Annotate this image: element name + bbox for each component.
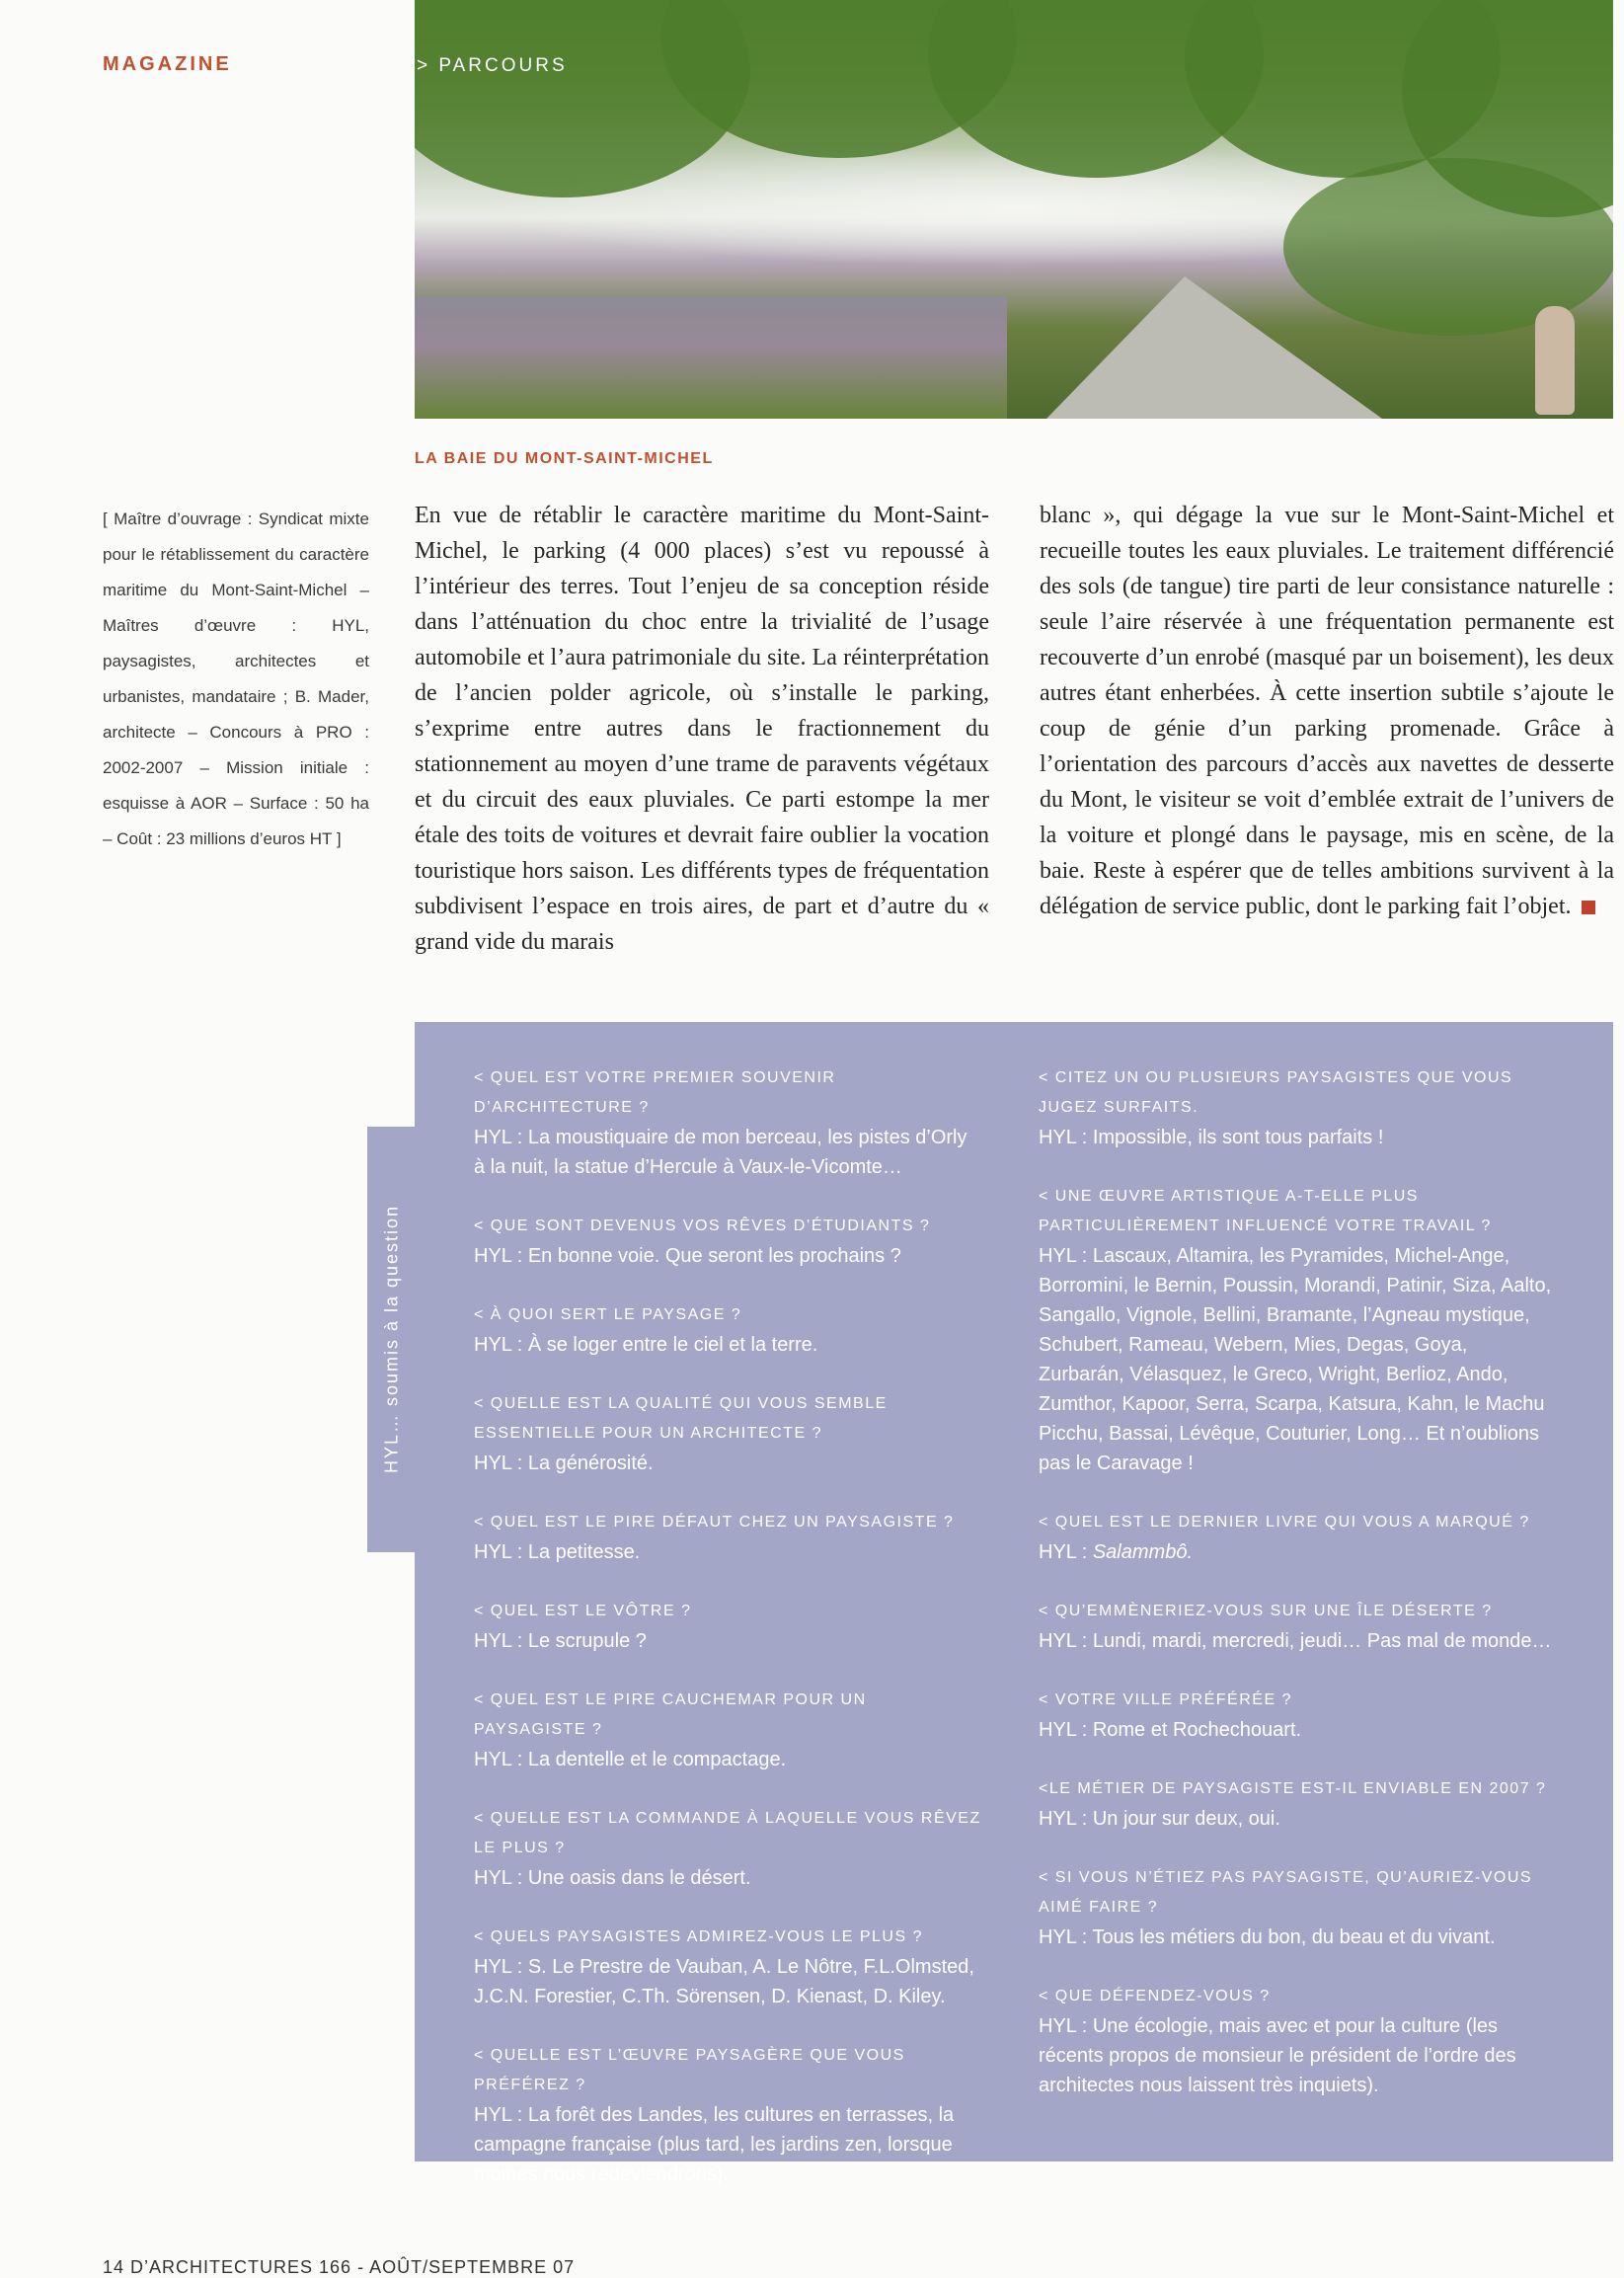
answer <box>1039 1537 1552 1567</box>
interview-tab-label: HYL… soumis à la question <box>381 1204 402 1474</box>
answer: HYL : Lundi, mardi, mercredi, jeudi… Pas mal de monde… <box>1039 1630 1552 1652</box>
answer: HYL : La générosité. <box>474 1453 654 1474</box>
qa-item <box>474 1686 983 1774</box>
question: < QUELS PAYSAGISTES ADMIREZ-VOUS LE PLUS ? <box>474 1928 923 1945</box>
answer: HYL : La petitesse. <box>474 1541 641 1563</box>
answer: HYL : Impossible, ils sont tous parfaits ! <box>1039 1127 1384 1148</box>
answer: HYL : En bonne voie. Que seront les prochains ? <box>474 1245 901 1267</box>
answer: HYL : La dentelle et le compactage. <box>474 1749 787 1770</box>
book-title: Salammbô. <box>1092 1541 1193 1563</box>
answer: HYL : Le scrupule ? <box>474 1630 647 1652</box>
qa-item <box>1039 1863 1552 1952</box>
question: <LE MÉTIER DE PAYSAGISTE EST-IL ENVIABLE EN 2007 ? <box>1039 1780 1547 1797</box>
qa-column-right <box>1039 1063 1552 2130</box>
qa-column-left <box>474 1063 983 2219</box>
question: < À QUOI SERT LE PAYSAGE ? <box>474 1306 742 1323</box>
photo-caption: LA BAIE DU MONT-SAINT-MICHEL <box>415 450 714 467</box>
answer: HYL : Lascaux, Altamira, les Pyramides, Michel-Ange, Borromini, le Bernin, Poussin, Morandi, Patinir, Siza, Aalto, Sangallo, Vignole, Bellini, Bramante, l’Agneau mystique, Schubert, Rameau, Webern, Mies, Degas, Goya, Zurbarán, Vélasquez, le Greco, Wright, Berlioz, Ando, Zumthor, Kapoor, Serra, Scarpa, Katsura, Kahn, le Machu Picchu, Bassai, Lévêque, Couturier, Long… Et n’oublions pas le Caravage ! <box>1039 1245 1552 1474</box>
answer: HYL : À se loger entre le ciel et la terre. <box>474 1334 818 1356</box>
question: < QUEL EST LE DERNIER LIVRE QUI VOUS A MARQUÉ ? <box>1039 1514 1530 1531</box>
qa-item <box>474 1389 983 1478</box>
answer: HYL : S. Le Prestre de Vauban, A. Le Nôtre, F.L.Olmsted, J.C.N. Forestier, C.Th. Sörensen, D. Kienast, D. Kiley. <box>474 1956 974 2007</box>
qa-item <box>474 1063 983 1182</box>
qa-item <box>1039 1597 1552 1656</box>
question: < QUEL EST LE VÔTRE ? <box>474 1603 692 1619</box>
qa-item <box>1039 1508 1552 1567</box>
qa-item <box>1039 1182 1552 1478</box>
qa-item <box>1039 1774 1552 1834</box>
question: < UNE ŒUVRE ARTISTIQUE A-T-ELLE PLUS PARTICULIÈREMENT INFLUENCÉ VOTRE TRAVAIL ? <box>1039 1188 1492 1234</box>
qa-item <box>474 1597 983 1656</box>
question: < QUELLE EST LA QUALITÉ QUI VOUS SEMBLE ESSENTIELLE POUR UN ARCHITECTE ? <box>474 1395 888 1442</box>
answer: HYL : Une oasis dans le désert. <box>474 1867 751 1889</box>
tree-lined-path-photo-icon <box>415 0 1613 419</box>
answer: HYL : Rome et Rochechouart. <box>1039 1719 1302 1741</box>
question: < SI VOUS N’ÉTIEZ PAS PAYSAGISTE, QU’AURIEZ-VOUS AIMÉ FAIRE ? <box>1039 1869 1533 1916</box>
article-column-2 <box>1040 498 1614 924</box>
answer-label: HYL : <box>1039 1541 1093 1563</box>
answer: HYL : La forêt des Landes, les cultures en terrasses, la campagne française (plus tard, les jardins zen, lorsque moines nous redeviendrons). <box>474 2104 955 2185</box>
question: < QUE DÉFENDEZ-VOUS ? <box>1039 1988 1271 2004</box>
question: < QUELLE EST L’ŒUVRE PAYSAGÈRE QUE VOUS PRÉFÉREZ ? <box>474 2047 905 2093</box>
qa-item <box>474 1804 983 1893</box>
section-label: MAGAZINE <box>103 53 232 75</box>
walker-figure <box>1535 306 1575 415</box>
question: < QUELLE EST LA COMMANDE À LAQUELLE VOUS RÊVEZ LE PLUS ? <box>474 1810 981 1856</box>
project-credits: [ Maître d’ouvrage : Syndicat mixte pour le rétablissement du caractère maritime du Mont-Saint-Michel – Maîtres d’œuvre : HYL, paysagistes, architectes et urbanistes, mandataire ; B. Mader, architecte – Concours à PRO : 2002-2007 – Mission initiale : esquisse à AOR – Surface : 50 ha – Coût : 23 millions d’euros HT ] <box>103 510 369 848</box>
article-column-2-text: blanc », qui dégage la vue sur le Mont-Saint-Michel et recueille toutes les eaux pluviales. Le traitement différencié des sols (de tangue) tire parti de leur consistance naturelle : seule l’aire réservée à une fréquentation permanente est recouverte d’un enrobé (masqué par un boisement), les deux autres étant enherbées. À cette insertion subtile s’ajoute le coup de génie d’un parking promenade. Grâce à l’orientation des parcours d’accès aux navettes de desserte du Mont, le visiteur se voit d’emblée extrait de l’univers de la voiture et plongé dans le paysage, mis en scène, de la baie. Reste à espérer que de telles ambitions survivent à la délégation de service public, dont le parking fait l’objet. <box>1040 503 1614 919</box>
answer: HYL : Tous les métiers du bon, du beau et du vivant. <box>1039 1926 1496 1948</box>
qa-item <box>1039 1063 1552 1152</box>
question: < QUEL EST VOTRE PREMIER SOUVENIR D’ARCHITECTURE ? <box>474 1069 836 1116</box>
answer: HYL : La moustiquaire de mon berceau, les pistes d’Orly à la nuit, la statue d’Hercule à Vaux-le-Vicomte… <box>474 1127 967 1178</box>
qa-item <box>1039 1982 1552 2100</box>
answer: HYL : Une écologie, mais avec et pour la culture (les récents propos de monsieur le président de l’ordre des architectes nous laissent très inquiets). <box>1039 2015 1516 2096</box>
qa-item <box>1039 1686 1552 1745</box>
qa-item <box>474 2041 983 2189</box>
question: < VOTRE VILLE PRÉFÉRÉE ? <box>1039 1691 1292 1708</box>
qa-item <box>474 1923 983 2011</box>
article-column-1: En vue de rétablir le caractère maritime du Mont-Saint-Michel, le parking (4 000 places) s’est vu repoussé à l’intérieur des terres. Tout l’enjeu de sa conception réside dans l’atténuation du choc entre la trivialité de l’usage automobile et l’aura patrimoniale du site. La réinterprétation de l’ancien polder agricole, où s’installe le parking, s’exprime entre autres dans le fractionnement du stationnement au moyen d’une trame de paravents végétaux et du circuit des eaux pluviales. Ce parti estompe la mer étale des toits de voitures et devrait faire oublier la vocation touristique hors saison. Les différents types de fréquentation subdivisent l’espace en trois aires, de part et d’autre du « grand vide du marais <box>415 503 989 955</box>
end-mark-icon <box>1582 901 1595 914</box>
question: < QU’EMMÈNERIEZ-VOUS SUR UNE ÎLE DÉSERTE ? <box>1039 1603 1493 1619</box>
qa-item <box>474 1508 983 1567</box>
question: < QUE SONT DEVENUS VOS RÊVES D’ÉTUDIANTS ? <box>474 1218 931 1234</box>
question: < CITEZ UN OU PLUSIEURS PAYSAGISTES QUE VOUS JUGEZ SURFAITS. <box>1039 1069 1513 1116</box>
qa-item <box>474 1212 983 1271</box>
answer: HYL : Un jour sur deux, oui. <box>1039 1808 1280 1830</box>
question: < QUEL EST LE PIRE CAUCHEMAR POUR UN PAYSAGISTE ? <box>474 1691 867 1738</box>
page-footer: 14 D’ARCHITECTURES 166 - AOÛT/SEPTEMBRE 07 <box>103 2257 576 2277</box>
question: < QUEL EST LE PIRE DÉFAUT CHEZ UN PAYSAGISTE ? <box>474 1514 955 1531</box>
breadcrumb: > PARCOURS <box>417 55 568 76</box>
qa-item <box>474 1300 983 1360</box>
